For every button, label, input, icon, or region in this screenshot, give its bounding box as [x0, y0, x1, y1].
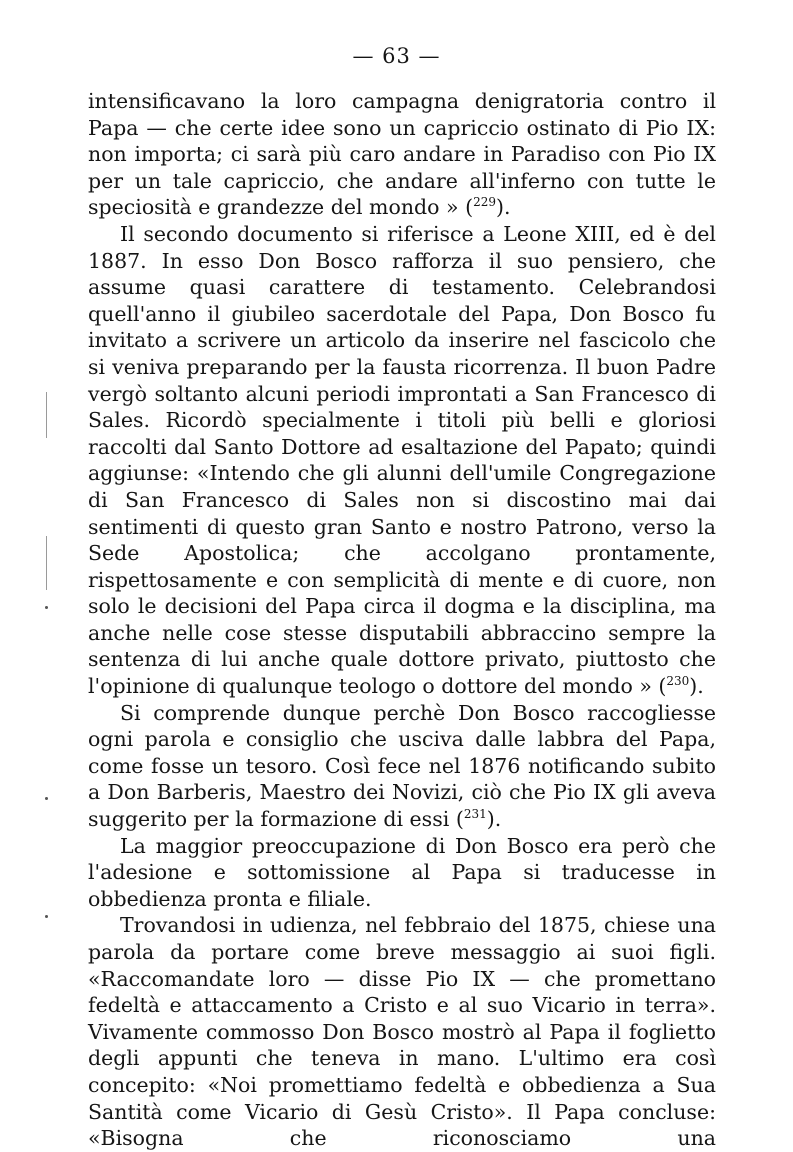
- margin-dot: [45, 797, 48, 800]
- paragraph: Si comprende dunque perchè Don Bosco raccogliesse ogni parola e consiglio che usciva dalle labbra del Papa, come fosse un tesoro. Così fece nel 1876 notificando subito a Don Barberis, Maestro dei Novizi, ciò che Pio IX gli aveva suggerito per la formazione di essi ($^{231}$).: [88, 700, 716, 832]
- footnote-ref: 231: [463, 807, 487, 822]
- paragraph: [88, 912, 716, 1151]
- paragraph-tail: .: [494, 807, 502, 832]
- footnote-ref: 229: [473, 195, 496, 210]
- margin-line-mark: [46, 392, 47, 438]
- margin-dot: [45, 915, 48, 918]
- body-text: [88, 88, 716, 1152]
- margin-dot: [45, 606, 48, 609]
- paragraph: intensificavano la loro campagna denigratoria contro il Papa — che certe idee sono un capriccio ostinato di Pio IX: non importa; ci sarà più caro andare in Paradiso con Pio IX per un tale capriccio, che andare all'inferno con tutte le speciosità e grandezze del mondo » ($^{229}$).: [88, 89, 716, 220]
- margin-line-mark: [46, 536, 47, 590]
- paragraph-text: Trovandosi in udienza, nel febbraio del 1875, chiese una parola da portare come breve messaggio ai suoi figli. «Raccomandate loro — disse Pio IX — che promettano fedeltà e attaccamento a Cristo e al suo Vicario in terra». Vivamente commosso Don Bosco mostrò al Papa il foglietto degli appunti che teneva in mano. L'ultimo era così concepito: «Noi promettiamo fedeltà e obbedienza a Sua Santità come Vicario di Gesù Cristo». Il Papa concluse: «Bisogna che riconosciamo una: [88, 913, 716, 1151]
- paragraph: [88, 833, 716, 913]
- paragraph-text: intensificavano la loro campagna denigratoria contro il Papa — che certe idee sono un capriccio ostinato di Pio IX: non importa; ci sarà più caro andare in Paradiso con Pio IX per un tale capriccio, che andare all'inferno con tutte le speciosità e grandezze del mondo »: [88, 89, 716, 220]
- paragraph-text: Si comprende dunque perchè Don Bosco raccogliesse ogni parola e consiglio che usciva dalle labbra del Papa, come fosse un tesoro. Così fece nel 1876 notificando subito a Don Barberis, Maestro dei Novizi, ciò che Pio IX gli aveva suggerito per la formazione di essi: [88, 700, 716, 832]
- footnote-ref: 230: [666, 674, 690, 689]
- paragraph: Il secondo documento si riferisce a Leone XIII, ed è del 1887. In esso Don Bosco rafforza il suo pensiero, che assume quasi carattere di testamento. Celebrandosi quell'anno il giubileo sacerdotale del Papa, Don Bosco fu invitato a scrivere un articolo da inserire nel fascicolo che si veniva preparando per la fausta ricorrenza. Il buon Padre vergò soltanto alcuni periodi improntati a San Francesco di Sales. Ricordò specialmente i titoli più belli e gloriosi raccolti dal Santo Dottore ad esaltazione del Papato; quindi aggiunse: «Intendo che gli alunni dell'umile Congregazione di San Francesco di Sales non si discostino mai dai sentimenti di questo gran Santo e nostro Patrono, verso la Sede Apostolica; che accolgano prontamente, rispettosamente e con semplicità di mente e di cuore, non solo le decisioni del Papa circa il dogma e la disciplina, ma anche nelle cose stesse disputabili abbraccino sempre la sentenza di lui anche quale dottore privato, piuttosto che l'opinione di qualunque teologo o dottore del mondo » ($^{230}$).: [88, 221, 716, 699]
- paragraph-tail: .: [697, 674, 704, 699]
- paragraph-text: Il secondo documento si riferisce a Leone XIII, ed è del 1887. In esso Don Bosco rafforza il suo pensiero, che assume quasi carattere di testamento. Celebrandosi quell'anno il giubileo sacerdotale del Papa, Don Bosco fu invitato a scrivere un articolo da inserire nel fascicolo che si veniva preparando per la fausta ricorrenza. Il buon Padre vergò soltanto alcuni periodi improntati a San Francesco di Sales. Ricordò specialmente i titoli più belli e gloriosi raccolti dal Santo Dottore ad esaltazione del Papato; quindi aggiunse: «Intendo che gli alunni dell'umile Congregazione di San Francesco di Sales non si discostino mai dai sentimenti di questo gran Santo e nostro Patrono, verso la Sede Apostolica; che accolgano prontamente, rispettosamente e con semplicità di mente e di cuore, non solo le decisioni del Papa circa il dogma e la disciplina, ma anche nelle cose stesse disputabili abbraccino sempre la sentenza di lui anche quale dottore privato, piuttosto che l'opinione di qualunque teologo o dottore del mondo »: [88, 221, 716, 699]
- paragraph-text: La maggior preoccupazione di Don Bosco era però che l'adesione e sottomissione al Papa si traducesse in obbedienza pronta e filiale.: [88, 833, 716, 911]
- page-number: — 63 —: [352, 44, 441, 68]
- paragraph-tail: .: [503, 195, 511, 220]
